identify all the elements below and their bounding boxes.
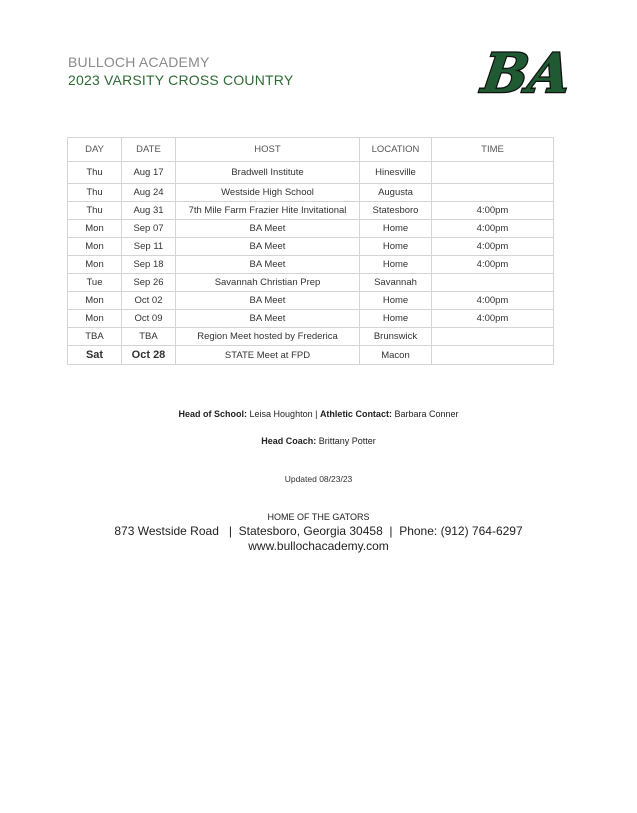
cell-host: Savannah Christian Prep [176, 274, 360, 292]
cell-day: Sat [68, 346, 122, 365]
column-header-location: LOCATION [360, 138, 432, 162]
head-of-school-label: Head of School: [178, 409, 248, 419]
cell-location: Hinesville [360, 162, 432, 184]
cell-location: Brunswick [360, 328, 432, 346]
head-coach-name: Brittany Potter [318, 436, 376, 446]
cell-day: Thu [68, 184, 122, 202]
cell-date: Aug 17 [122, 162, 176, 184]
cell-location: Home [360, 256, 432, 274]
contact-separator: | [312, 409, 320, 419]
head-coach-line [0, 436, 637, 446]
cell-host: Region Meet hosted by Frederica [176, 328, 360, 346]
footer-website: www.bullochacademy.com [248, 539, 389, 553]
cell-host: STATE Meet at FPD [176, 346, 360, 365]
cell-time [432, 184, 554, 202]
cell-day: Thu [68, 162, 122, 184]
schedule-table [67, 137, 554, 365]
cell-day: Mon [68, 220, 122, 238]
cell-date: Oct 28 [122, 346, 176, 365]
cell-time [432, 328, 554, 346]
table-row [68, 220, 554, 238]
cell-date: Sep 07 [122, 220, 176, 238]
cell-time: 4:00pm [432, 310, 554, 328]
cell-host: Westside High School [176, 184, 360, 202]
cell-time: 4:00pm [432, 202, 554, 220]
column-header-date: DATE [122, 138, 176, 162]
cell-day: Tue [68, 274, 122, 292]
ba-logo [478, 30, 575, 105]
table-row [68, 328, 554, 346]
cell-day: Mon [68, 238, 122, 256]
cell-location: Home [360, 220, 432, 238]
cell-location: Statesboro [360, 202, 432, 220]
cell-location: Augusta [360, 184, 432, 202]
cell-host: BA Meet [176, 292, 360, 310]
table-row [68, 256, 554, 274]
head-coach-label: Head Coach: [261, 436, 317, 446]
table-row [68, 184, 554, 202]
table-row [68, 202, 554, 220]
cell-date: Sep 26 [122, 274, 176, 292]
cell-day: TBA [68, 328, 122, 346]
cell-day: Mon [68, 310, 122, 328]
cell-date: Sep 11 [122, 238, 176, 256]
cell-location: Home [360, 292, 432, 310]
cell-host: BA Meet [176, 256, 360, 274]
school-name: BULLOCH ACADEMY [68, 54, 210, 70]
cell-time: 4:00pm [432, 292, 554, 310]
table-row [68, 346, 554, 365]
table-row [68, 310, 554, 328]
athletic-contact-name: Barbara Conner [394, 409, 459, 419]
updated-date: Updated 08/23/23 [284, 474, 353, 484]
cell-host: Bradwell Institute [176, 162, 360, 184]
column-header-day: DAY [68, 138, 122, 162]
athletic-contact-label: Athletic Contact: [319, 409, 392, 419]
season-title: 2023 VARSITY CROSS COUNTRY [68, 72, 294, 88]
table-row [68, 238, 554, 256]
column-header-host: HOST [176, 138, 360, 162]
cell-host: BA Meet [176, 310, 360, 328]
column-header-time: TIME [432, 138, 554, 162]
cell-day: Mon [68, 256, 122, 274]
cell-day: Mon [68, 292, 122, 310]
cell-time [432, 162, 554, 184]
cell-date: Aug 24 [122, 184, 176, 202]
cell-time: 4:00pm [432, 256, 554, 274]
contacts-line [0, 409, 637, 419]
cell-time [432, 346, 554, 365]
cell-host: 7th Mile Farm Frazier Hite Invitational [176, 202, 360, 220]
cell-date: Oct 02 [122, 292, 176, 310]
cell-location: Macon [360, 346, 432, 365]
cell-time: 4:00pm [432, 220, 554, 238]
ba-logo-text: BA [478, 41, 575, 105]
cell-location: Home [360, 238, 432, 256]
cell-date: Aug 31 [122, 202, 176, 220]
cell-host: BA Meet [176, 220, 360, 238]
cell-host: BA Meet [176, 238, 360, 256]
table-row [68, 274, 554, 292]
cell-date: Oct 09 [122, 310, 176, 328]
footer-address: 873 Westside Road | Statesboro, Georgia 30458 | Phone: (912) 764-6297 [114, 524, 523, 538]
document-header [68, 54, 293, 89]
table-row [68, 162, 554, 184]
cell-time [432, 274, 554, 292]
footer-tagline: HOME OF THE GATORS [267, 512, 370, 522]
cell-location: Home [360, 310, 432, 328]
table-header-row [68, 138, 554, 162]
cell-location: Savannah [360, 274, 432, 292]
cell-day: Thu [68, 202, 122, 220]
head-of-school-name: Leisa Houghton [249, 409, 313, 419]
cell-date: Sep 18 [122, 256, 176, 274]
cell-time: 4:00pm [432, 238, 554, 256]
table-row [68, 292, 554, 310]
cell-date: TBA [122, 328, 176, 346]
